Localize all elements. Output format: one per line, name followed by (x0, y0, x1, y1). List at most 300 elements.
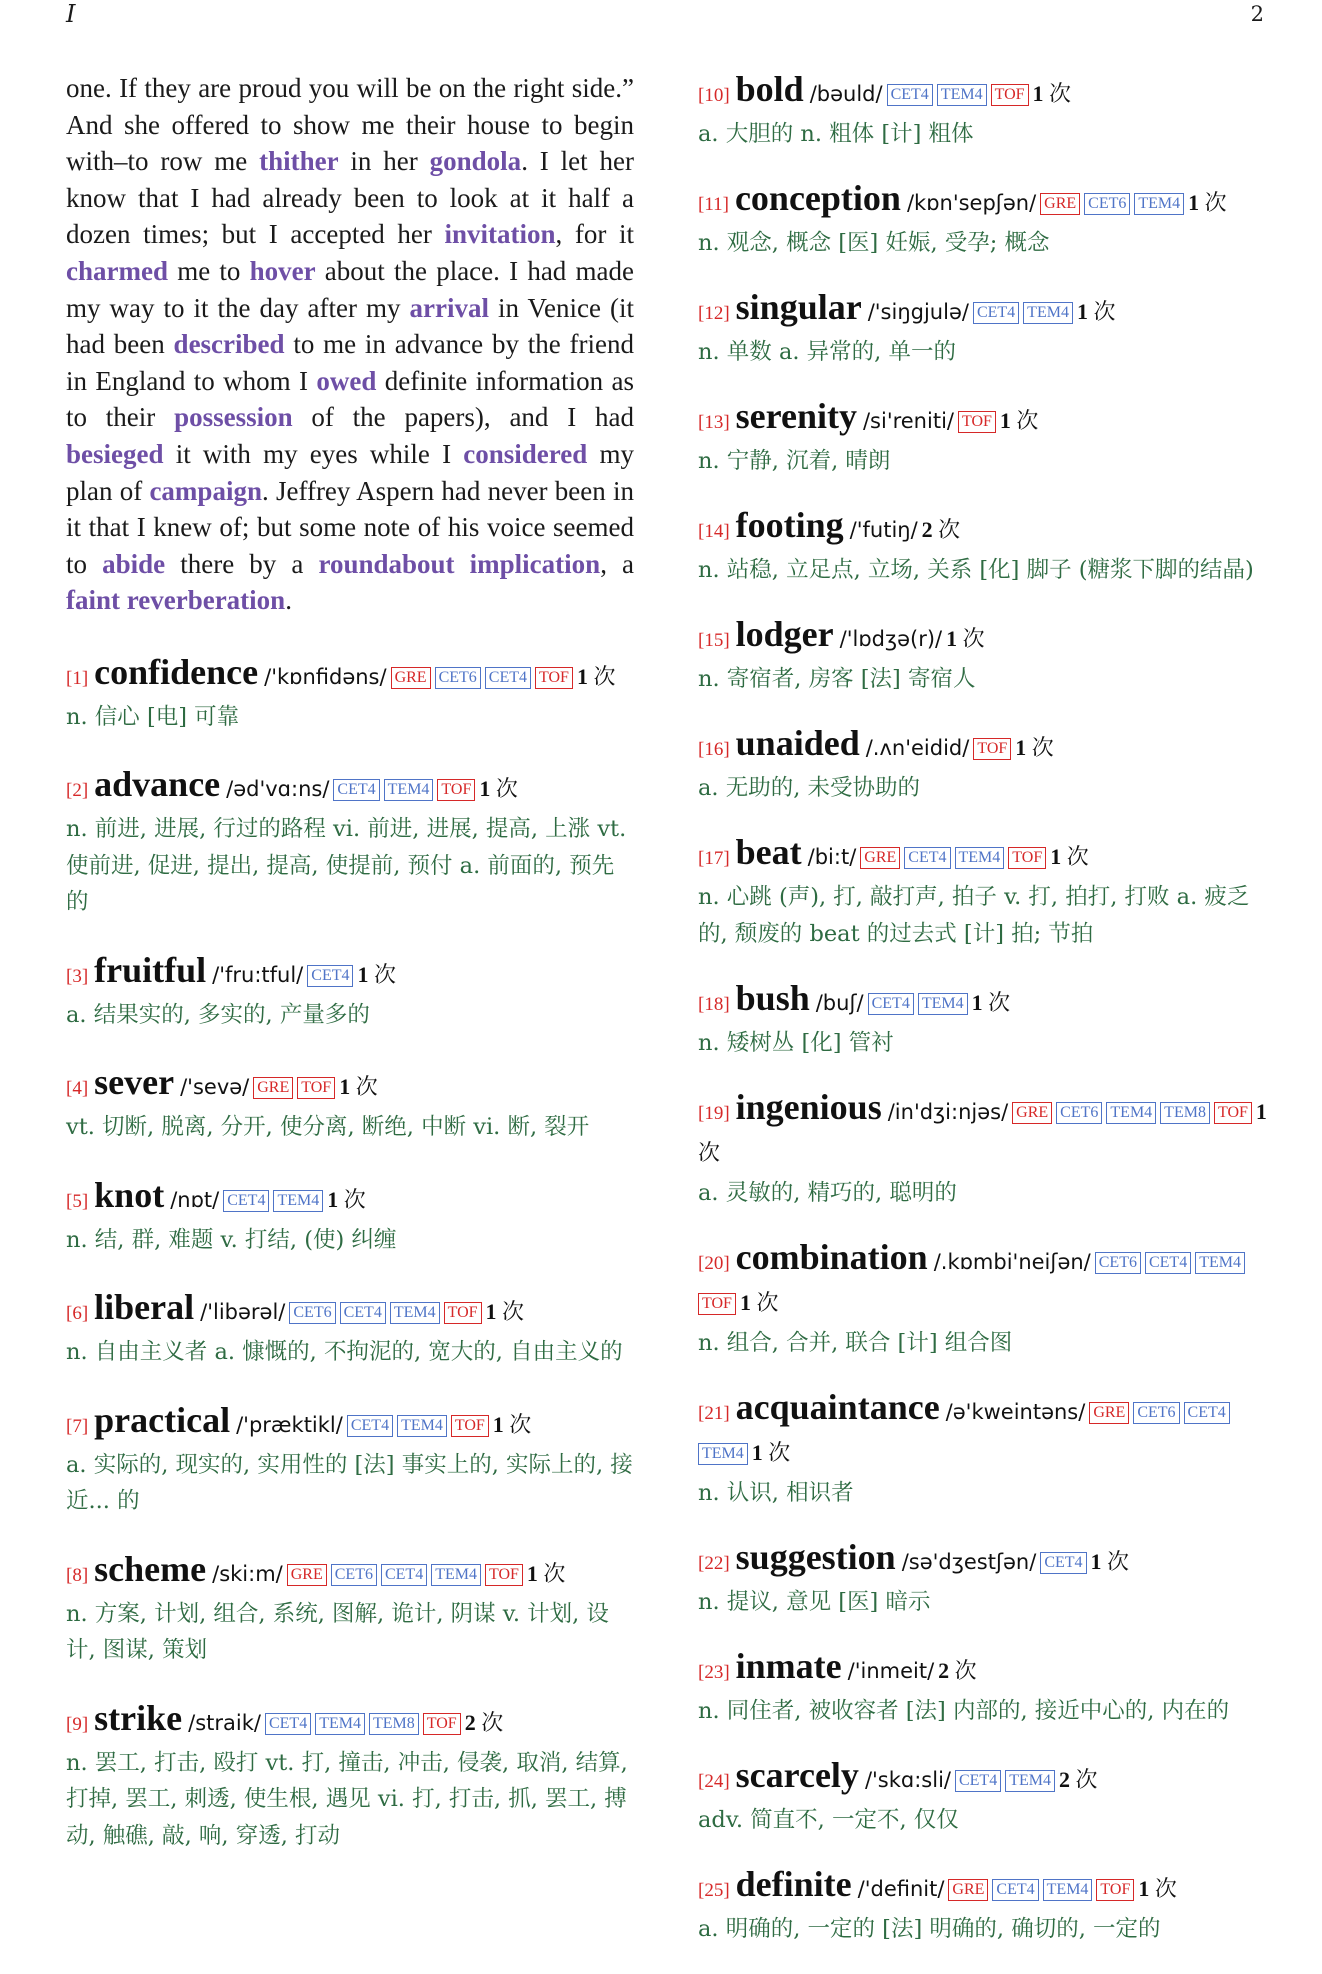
exam-tag-gre: GRE (1089, 1402, 1129, 1424)
entry-definition: a. 实际的, 现实的, 实用性的 [法] 事实上的, 实际上的, 接近... 的 (66, 1451, 633, 1515)
exam-tag-cet4: CET4 (340, 1302, 386, 1324)
count-number: 1 (1188, 190, 1200, 215)
exam-tag-gre: GRE (1040, 193, 1080, 215)
exam-tag-cet4: CET4 (1184, 1402, 1230, 1424)
entry-phonetic: /bi:t/ (807, 845, 857, 869)
entry-phonetic: /'siŋgjulə/ (867, 300, 969, 324)
highlighted-word: roundabout (318, 548, 455, 579)
entry-number: [25] (698, 1879, 730, 1901)
count-number: 1 (357, 961, 369, 987)
highlighted-word: gondola (429, 146, 522, 177)
entry-definition: n. 结, 群, 难题 v. 打结, (使) 纠缠 (66, 1226, 397, 1253)
vocab-entry (698, 1088, 1278, 1212)
entry-number: [4] (66, 1078, 89, 1100)
count-number: 1 (479, 776, 491, 802)
exam-tag-tof: TOF (297, 1077, 335, 1099)
highlighted-word: thither (259, 146, 339, 177)
entry-headline (698, 1088, 1278, 1175)
occurrence-count (577, 664, 616, 689)
entry-phonetic: /'skɑ:sli/ (864, 1767, 951, 1792)
occurrence-count (1091, 1549, 1130, 1574)
entry-word: beat (735, 832, 802, 872)
occurrence-count (938, 1658, 977, 1683)
entry-number: [10] (698, 85, 730, 106)
count-number: 1 (1015, 735, 1027, 760)
vocab-entry (698, 506, 1278, 589)
entry-number: [8] (66, 1564, 89, 1586)
count-number: 2 (1058, 1766, 1070, 1792)
vocab-entry (66, 1176, 634, 1259)
exam-tag-cet6: CET6 (1056, 1102, 1102, 1124)
entry-word: liberal (94, 1287, 195, 1328)
entry-headline (698, 979, 1278, 1025)
entry-word: confidence (94, 651, 259, 692)
count-unit: 次 (373, 961, 396, 987)
count-number: 1 (339, 1074, 351, 1100)
entry-word: strike (94, 1697, 183, 1738)
entry-headline (698, 1647, 1278, 1693)
exam-tag-cet6: CET6 (1084, 193, 1130, 215)
vocab-entry (66, 765, 634, 921)
entry-number: [1] (66, 667, 89, 689)
page-number: 2 (1250, 2, 1264, 26)
page-header-left: I (66, 0, 76, 28)
count-unit: 次 (1154, 1875, 1177, 1901)
entry-phonetic: /.ʌn'eidid/ (865, 736, 970, 760)
vocab-entry (698, 1647, 1278, 1730)
count-unit: 次 (938, 517, 961, 542)
entry-definition: n. 方案, 计划, 组合, 系统, 图解, 诡计, 阴谋 v. 计划, 设计, 图谋, 策划 (66, 1600, 609, 1664)
count-unit: 次 (343, 1186, 366, 1212)
count-unit: 次 (1075, 1766, 1098, 1792)
highlighted-word: campaign (149, 475, 262, 506)
occurrence-count (1077, 299, 1116, 324)
exam-tag-tof: TOF (485, 1564, 523, 1586)
entry-word: singular (735, 287, 862, 327)
count-number: 1 (526, 1560, 538, 1586)
exam-tag-cet4: CET4 (381, 1564, 427, 1586)
occurrence-count (465, 1710, 504, 1735)
exam-tag-cet4: CET4 (955, 1770, 1001, 1792)
entry-phonetic: /ski:m/ (212, 1561, 283, 1586)
occurrence-count (1050, 844, 1089, 869)
count-unit: 次 (495, 776, 518, 802)
entry-definition: adv. 简直不, 一定不, 仅仅 (698, 1806, 959, 1833)
entry-headline (698, 397, 1278, 443)
entry-number: [16] (698, 739, 730, 760)
exam-tag-tof: TOF (444, 1302, 482, 1324)
exam-tag-tof: TOF (1214, 1102, 1252, 1124)
entry-definition: n. 心跳 (声), 打, 敲打声, 拍子 v. 打, 拍打, 打败 a. 疲乏的, 颓废的 beat 的过去式 [计] 拍; 节拍 (698, 884, 1250, 947)
entry-definition: a. 大胆的 n. 粗体 [计] 粗体 (698, 121, 974, 147)
exam-tag-tem4: TEM4 (384, 779, 434, 801)
count-unit: 次 (543, 1560, 566, 1586)
count-number: 1 (999, 408, 1011, 433)
entry-headline (698, 1865, 1278, 1911)
count-unit: 次 (1066, 844, 1089, 869)
exam-tag-cet6: CET6 (1095, 1252, 1141, 1274)
count-number: 1 (576, 663, 588, 689)
entry-phonetic: /'futiŋ/ (849, 518, 918, 542)
entry-number: [18] (698, 993, 730, 1015)
entry-definition: n. 矮树丛 [化] 管衬 (698, 1029, 894, 1056)
count-unit: 次 (502, 1299, 525, 1325)
occurrence-count (479, 776, 518, 801)
highlighted-word: faint (66, 585, 120, 616)
occurrence-count (752, 1440, 791, 1465)
occurrence-count (740, 1290, 779, 1315)
exam-tag-cet4: CET4 (485, 667, 531, 689)
highlighted-word: arrival (409, 292, 489, 323)
exam-tag-gre: GRE (860, 847, 900, 869)
entry-number: [20] (698, 1252, 730, 1274)
exam-tag-gre: GRE (253, 1077, 293, 1099)
entry-word: serenity (735, 396, 857, 436)
count-unit: 次 (481, 1709, 504, 1735)
entry-number: [6] (66, 1303, 89, 1325)
occurrence-count (1033, 81, 1072, 106)
occurrence-count (486, 1299, 525, 1324)
exam-tag-tof: TOF (958, 411, 996, 433)
count-unit: 次 (756, 1289, 779, 1315)
exam-tag-cet6: CET6 (1133, 1402, 1179, 1424)
entry-headline (66, 653, 634, 699)
entry-headline (66, 1176, 634, 1222)
count-number: 1 (946, 626, 958, 651)
entry-headline (698, 615, 1278, 661)
entry-phonetic: /'præktikl/ (236, 1412, 343, 1437)
entry-word: suggestion (735, 1536, 896, 1577)
entry-word: inmate (735, 1645, 842, 1686)
count-number: 1 (751, 1439, 763, 1465)
exam-tag-tem4: TEM4 (937, 84, 987, 106)
exam-tag-tem8: TEM8 (1160, 1102, 1210, 1124)
entry-phonetic: /nɒt/ (170, 1187, 220, 1212)
entry-headline (698, 506, 1278, 552)
entry-phonetic: /'lɒdʒə(r)/ (839, 627, 943, 651)
vocab-entry (66, 1063, 634, 1146)
occurrence-count (972, 990, 1011, 1015)
occurrence-count (493, 1412, 532, 1437)
exam-tag-gre: GRE (948, 1879, 988, 1901)
exam-tag-tof: TOF (437, 779, 475, 801)
entry-headline (66, 765, 634, 811)
exam-tag-tof: TOF (991, 84, 1029, 106)
highlighted-word: possession (174, 402, 293, 433)
entry-definition: n. 同住者, 被收容者 [法] 内部的, 接近中心的, 内在的 (698, 1697, 1230, 1724)
entry-phonetic: /straik/ (188, 1710, 261, 1735)
entry-phonetic: /'definit/ (857, 1876, 945, 1901)
entry-number: [14] (698, 521, 730, 542)
count-unit: 次 (1204, 190, 1227, 215)
exam-tag-tem4: TEM4 (1106, 1102, 1156, 1124)
occurrence-count (339, 1074, 378, 1099)
exam-tag-tem4: TEM4 (315, 1713, 365, 1735)
vocab-entry (66, 1550, 634, 1669)
count-unit: 次 (1093, 299, 1116, 324)
vocab-list-right (698, 70, 1278, 1947)
exam-tag-cet4: CET4 (1145, 1252, 1191, 1274)
entry-definition: vt. 切断, 脱离, 分开, 使分离, 断绝, 中断 vi. 断, 裂开 (66, 1114, 590, 1141)
entry-definition: n. 观念, 概念 [医] 妊娠, 受孕; 概念 (698, 230, 1050, 256)
entry-number: [24] (698, 1770, 730, 1792)
exam-tag-tem4: TEM4 (1134, 193, 1184, 215)
exam-tag-cet4: CET4 (992, 1879, 1038, 1901)
entry-word: advance (94, 764, 221, 805)
vocab-entry (698, 615, 1278, 698)
count-number: 1 (1076, 299, 1088, 324)
count-unit: 次 (1049, 81, 1072, 106)
entry-headline (698, 179, 1278, 225)
entry-word: practical (94, 1399, 231, 1440)
count-unit: 次 (988, 989, 1011, 1015)
entry-phonetic: /'kɒnfidəns/ (264, 664, 387, 689)
vocab-entry (698, 288, 1278, 371)
exam-tag-tem4: TEM4 (390, 1302, 440, 1324)
entry-word: knot (94, 1174, 165, 1215)
count-number: 1 (1032, 81, 1044, 106)
count-unit: 次 (1016, 408, 1039, 433)
entry-headline (698, 288, 1278, 334)
exam-tag-tof: TOF (973, 738, 1011, 760)
count-number: 1 (485, 1299, 497, 1325)
vocab-entry (66, 951, 634, 1034)
vocab-entry (698, 1538, 1278, 1621)
exam-tag-cet4: CET4 (347, 1415, 393, 1437)
exam-tag-cet4: CET4 (1040, 1552, 1086, 1574)
occurrence-count (1059, 1767, 1098, 1792)
entry-word: conception (734, 178, 901, 218)
entry-headline (698, 724, 1278, 770)
highlighted-word: reverberation (126, 585, 286, 616)
highlighted-word: described (173, 329, 285, 360)
entry-number: [5] (66, 1190, 89, 1212)
entry-word: scarcely (735, 1754, 859, 1795)
count-number: 1 (739, 1289, 751, 1315)
entry-phonetic: /əd'vɑ:ns/ (226, 777, 330, 802)
entry-definition: a. 无助的, 未受协助的 (698, 775, 921, 801)
entry-phonetic: /'sevə/ (180, 1075, 250, 1100)
vocab-entry (66, 1401, 634, 1520)
count-unit: 次 (593, 663, 616, 689)
exam-tag-tem4: TEM4 (1195, 1252, 1245, 1274)
highlighted-word: charmed (66, 255, 168, 286)
entry-definition: n. 自由主义者 a. 慷慨的, 不拘泥的, 宽大的, 自由主义的 (66, 1339, 623, 1366)
entry-definition: n. 认识, 相识者 (698, 1479, 854, 1506)
occurrence-count (946, 626, 985, 651)
entry-headline (66, 1401, 634, 1447)
count-number: 2 (938, 1657, 950, 1683)
exam-tag-tof: TOF (1008, 847, 1046, 869)
vocab-list-left (66, 653, 634, 1855)
entry-phonetic: /bəuld/ (809, 82, 883, 106)
entry-word: bush (735, 977, 810, 1018)
entry-definition: n. 站稳, 立足点, 立场, 关系 [化] 脚子 (糖浆下脚的结晶) (698, 557, 1254, 583)
entry-word: acquaintance (735, 1386, 940, 1427)
count-unit: 次 (1031, 735, 1054, 760)
exam-tag-tem4: TEM4 (273, 1190, 323, 1212)
entry-phonetic: /kɒn'sepʃən/ (906, 191, 1037, 215)
entry-word: fruitful (94, 949, 207, 990)
entry-number: [11] (698, 194, 729, 215)
entry-definition: n. 组合, 合并, 联合 [计] 组合图 (698, 1329, 1013, 1356)
vocab-entry (698, 979, 1278, 1062)
exam-tag-tem4: TEM4 (918, 993, 968, 1015)
highlighted-word: invitation (444, 219, 556, 250)
entry-word: sever (94, 1062, 175, 1103)
exam-tag-tof: TOF (1096, 1879, 1134, 1901)
entry-number: [23] (698, 1661, 730, 1683)
entry-definition: a. 结果实的, 多实的, 产量多的 (66, 1001, 370, 1028)
entry-number: [17] (698, 848, 730, 869)
exam-tag-tem4: TEM4 (955, 847, 1005, 869)
count-unit: 次 (355, 1074, 378, 1100)
exam-tag-cet4: CET4 (333, 779, 379, 801)
vocab-entry (698, 179, 1278, 262)
count-number: 1 (327, 1186, 339, 1212)
entry-definition: n. 前进, 进展, 行过的路程 vi. 前进, 进展, 提高, 上涨 vt. 使前进, 促进, 提出, 提高, 使提前, 预付 a. 前面的, 预先的 (66, 816, 627, 916)
count-number: 2 (464, 1709, 476, 1735)
entry-number: [19] (698, 1102, 730, 1124)
entry-phonetic: /si'reniti/ (862, 409, 954, 433)
entry-word: combination (735, 1236, 928, 1277)
occurrence-count (527, 1561, 566, 1586)
exam-tag-tem4: TEM4 (397, 1415, 447, 1437)
count-number: 2 (921, 517, 933, 542)
entry-headline (698, 70, 1278, 116)
reading-passage: one. If they are proud you will be on the right side.” And she offered to show me their house to begin with–to row me thither in her gondola. I let her know that I had already been to look at it half a dozen times; but I accepted her invitation, for it charmed me to hover about the place. I had made my way to it the day after my arrival in Venice (it had been described to me in advance by the friend in England to whom I owed definite information as to their possession of the papers), and I had besieged it with my eyes while I considered my plan of campaign. Jeffrey Aspern had never been in it that I knew of; but some note of his voice seemed to abide there by a roundabout implication, a faint reverberation. (66, 73, 635, 616)
entry-definition: n. 罢工, 打击, 殴打 vt. 打, 撞击, 冲击, 侵袭, 取消, 结算, 打掉, 罢工, 刺透, 使生根, 遇见 vi. 打, 打击, 抓, 罢工, 搏动, 触礁, 敲, 响, 穿透, 打动 (66, 1749, 628, 1849)
entry-word: footing (735, 505, 844, 545)
entry-definition: n. 宁静, 沉着, 晴朗 (698, 448, 891, 474)
vocab-entry (698, 1865, 1278, 1948)
vocab-entry (698, 833, 1278, 952)
entry-phonetic: /ə'kweintəns/ (945, 1399, 1086, 1424)
exam-tag-cet4: CET4 (223, 1190, 269, 1212)
exam-tag-cet6: CET6 (289, 1302, 335, 1324)
count-number: 1 (971, 989, 983, 1015)
entry-number: [22] (698, 1552, 730, 1574)
exam-tag-cet4: CET4 (265, 1713, 311, 1735)
exam-tag-cet4: CET4 (307, 965, 353, 987)
exam-tag-tem4: TEM4 (1005, 1770, 1055, 1792)
entry-number: [13] (698, 412, 730, 433)
exam-tag-tem4: TEM4 (698, 1443, 748, 1465)
exam-tag-tof: TOF (451, 1415, 489, 1437)
vocab-entry (698, 1756, 1278, 1839)
entry-word: ingenious (735, 1086, 882, 1127)
exam-tag-cet4: CET4 (887, 84, 933, 106)
entry-headline (66, 1699, 634, 1745)
count-unit: 次 (768, 1439, 791, 1465)
highlighted-word: owed (316, 365, 377, 396)
entry-phonetic: /.kɒmbi'neiʃən/ (933, 1249, 1091, 1274)
entry-headline (66, 1288, 634, 1334)
entry-number: [7] (66, 1415, 89, 1437)
entry-headline (66, 951, 634, 997)
exam-tag-tem4: TEM4 (1023, 302, 1073, 324)
entry-number: [15] (698, 630, 730, 651)
exam-tag-tof: TOF (423, 1713, 461, 1735)
entry-number: [12] (698, 303, 730, 324)
entry-phonetic: /'inmeit/ (847, 1658, 935, 1683)
entry-number: [9] (66, 1713, 89, 1735)
entry-headline (698, 833, 1278, 879)
vocab-entry (698, 724, 1278, 807)
entry-definition: a. 灵敏的, 精巧的, 聪明的 (698, 1179, 957, 1206)
count-number: 1 (1138, 1875, 1150, 1901)
entry-number: [21] (698, 1402, 730, 1424)
count-unit: 次 (954, 1657, 977, 1683)
exam-tag-gre: GRE (287, 1564, 327, 1586)
entry-word: unaided (735, 723, 860, 763)
entry-phonetic: /'libərəl/ (200, 1300, 286, 1325)
occurrence-count (327, 1187, 366, 1212)
entry-phonetic: /buʃ/ (815, 990, 864, 1015)
vocab-entry (698, 397, 1278, 480)
count-number: 1 (492, 1411, 504, 1437)
occurrence-count (1188, 190, 1227, 215)
exam-tag-cet6: CET6 (331, 1564, 377, 1586)
vocab-entry (698, 1388, 1278, 1512)
count-number: 1 (1050, 844, 1062, 869)
occurrence-count (357, 962, 396, 987)
highlighted-word: implication (469, 548, 601, 579)
entry-definition: n. 信心 [电] 可靠 (66, 703, 240, 730)
entry-headline (698, 1756, 1278, 1802)
count-unit: 次 (1107, 1548, 1130, 1574)
entry-headline (698, 1238, 1278, 1325)
entry-number: [3] (66, 965, 89, 987)
entry-phonetic: /in'dʒi:njəs/ (887, 1099, 1009, 1124)
entry-headline (66, 1063, 634, 1109)
entry-headline (66, 1550, 634, 1596)
highlighted-word: hover (249, 255, 316, 286)
count-unit: 次 (698, 1139, 721, 1165)
count-unit: 次 (509, 1411, 532, 1437)
occurrence-count (922, 517, 961, 542)
entry-number: [2] (66, 780, 89, 802)
count-unit: 次 (962, 626, 985, 651)
exam-tag-tem8: TEM8 (369, 1713, 419, 1735)
entry-definition: n. 单数 a. 异常的, 单一的 (698, 339, 956, 365)
entry-phonetic: /'fru:tful/ (212, 962, 304, 987)
left-column (66, 70, 634, 1854)
vocab-entry (66, 1288, 634, 1371)
entry-word: scheme (94, 1548, 207, 1589)
exam-tag-gre: GRE (1012, 1102, 1052, 1124)
entry-phonetic: /sə'dʒestʃən/ (901, 1549, 1037, 1574)
vocab-entry (66, 1699, 634, 1855)
entry-headline (698, 1538, 1278, 1584)
occurrence-count (1000, 408, 1039, 433)
vocab-entry (698, 70, 1278, 153)
vocab-entry (66, 653, 634, 736)
entry-word: bold (735, 69, 804, 109)
exam-tag-tem4: TEM4 (431, 1564, 481, 1586)
exam-tag-tof: TOF (698, 1293, 736, 1315)
vocab-entry (698, 1238, 1278, 1362)
exam-tag-cet4: CET4 (973, 302, 1019, 324)
entry-headline (698, 1388, 1278, 1475)
exam-tag-tem4: TEM4 (1043, 1879, 1093, 1901)
highlighted-word: abide (102, 548, 166, 579)
count-number: 1 (1090, 1548, 1102, 1574)
entry-word: definite (735, 1863, 852, 1904)
exam-tag-cet6: CET6 (435, 667, 481, 689)
entry-definition: n. 提议, 意见 [医] 暗示 (698, 1588, 931, 1615)
highlighted-word: besieged (66, 438, 164, 469)
